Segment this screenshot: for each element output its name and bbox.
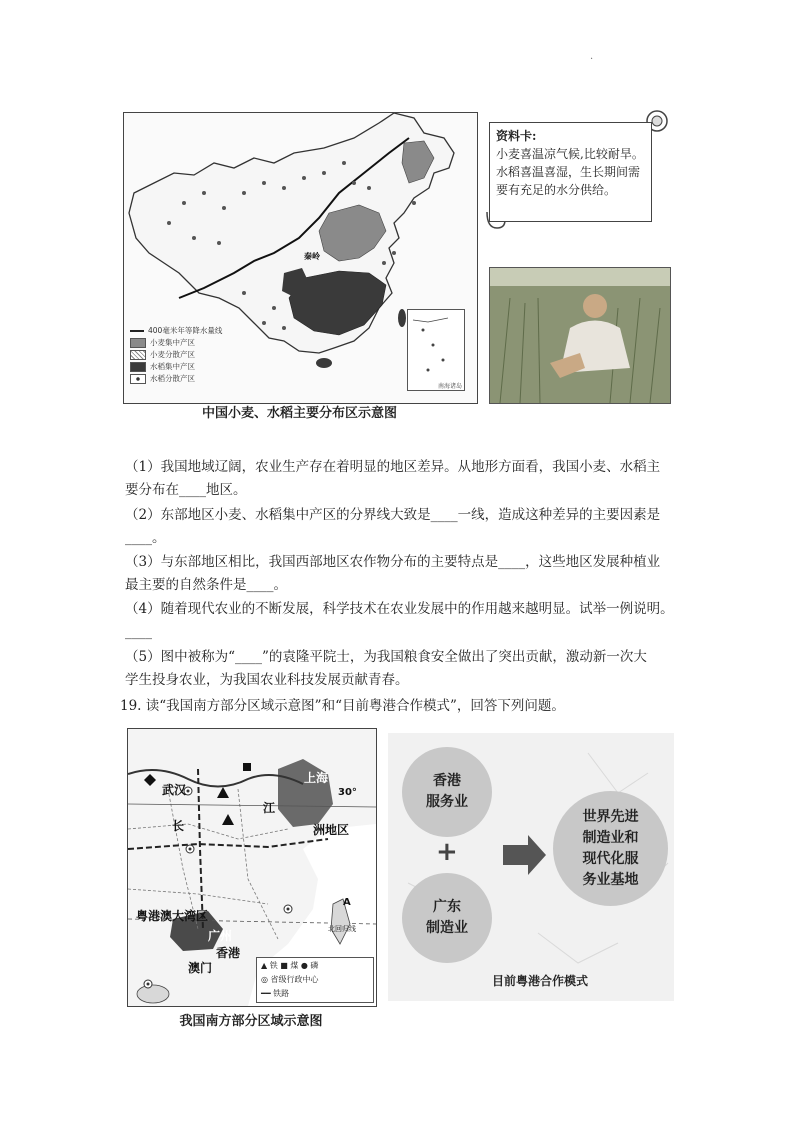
info-card (489, 108, 669, 232)
gd-hk-cooperation-diagram (388, 733, 674, 1001)
inset-label: 南海诸岛 (437, 383, 462, 390)
farmer-in-field-image (490, 268, 670, 403)
question-3-line-1: （3）与东部地区相比，我国西部地区农作物分布的主要特点是____，这些地区发展种植业 (125, 554, 661, 570)
legend-label: 小麦分散产区 (150, 350, 195, 359)
region-map-legend (256, 957, 374, 1003)
question-4-line-2: ____ (125, 624, 152, 640)
plus-sign: + (436, 837, 458, 867)
guangdong-manufacturing-bubble (402, 873, 492, 963)
south-china-region-map (127, 728, 377, 1007)
jiang-char-label: 江 (263, 801, 276, 815)
question-19: 19. 读“我国南方部分区域示意图”和“目前粤港合作模式”，回答下列问题。 (120, 698, 565, 714)
guangzhou-label: 广州 (208, 929, 233, 943)
map-legend (130, 325, 250, 385)
legend-swatch (130, 374, 146, 384)
delta-label: 洲地区 (313, 823, 350, 837)
legend-swatch (130, 350, 146, 360)
hongkong-service-bubble (402, 747, 492, 837)
legend-railway: ━━ 铁路 (261, 989, 290, 998)
hainan-island (316, 358, 332, 368)
legend-label: 水稻分散产区 (150, 374, 195, 383)
shanghai-label: 上海 (304, 771, 329, 785)
legend-wheat-scattered (130, 349, 250, 361)
question-5-line-1: （5）图中被称为“____”的袁隆平院士，为我国粮食安全做出了突出贡献，激动新一次大 (125, 649, 647, 665)
world-base-bubble (553, 791, 668, 906)
figure1-caption: 中国小麦、水稻主要分布区示意图 (201, 406, 397, 421)
legend-wheat-concentrated (130, 337, 250, 349)
inset-islands-icon (408, 310, 464, 390)
taiwan-island (398, 309, 406, 327)
question-3-line-2: 最主要的自然条件是____。 (125, 577, 287, 593)
gd-line-1: 广东 (433, 899, 461, 915)
legend-label: 水稻集中产区 (150, 362, 195, 371)
corner-mark: · (590, 54, 594, 65)
base-line-3: 现代化服 (582, 850, 639, 867)
legend-line-swatch (130, 330, 144, 332)
legend-label: 400毫米年等降水量线 (148, 326, 223, 335)
figure2-caption: 我国南方部分区域示意图 (179, 1014, 323, 1029)
hk-line-1: 香港 (433, 773, 461, 789)
question-1-line-2: 要分布在____地区。 (125, 482, 247, 498)
legend-rice-scattered (130, 373, 250, 385)
china-crop-map (123, 112, 478, 404)
info-card-body (489, 122, 652, 222)
question-5-line-2: 学生投身农业，为我国农业科技发展贡献青春。 (125, 672, 409, 688)
info-card-line: 小麦喜温凉气候,比较耐旱。 (496, 147, 644, 161)
legend-rice-concentrated (130, 361, 250, 373)
info-card-title: 资料卡: (496, 129, 537, 143)
hongkong-label: 香港 (216, 946, 241, 960)
macau-label: 澳门 (188, 961, 213, 975)
question-1-line-1: （1）我国地域辽阔，农业生产存在着明显的地区差异。从地形方面看，我国小麦、水稻主 (125, 459, 661, 475)
base-line-2: 制造业和 (582, 829, 639, 846)
base-line-1: 世界先进 (582, 808, 639, 825)
figure3-caption: 目前粤港合作模式 (491, 974, 588, 988)
point-a-label: A (343, 897, 351, 908)
legend-label: 小麦集中产区 (150, 338, 195, 347)
coal-symbol (243, 763, 251, 771)
latitude-30-label: 30° (338, 787, 357, 798)
base-line-4: 务业基地 (582, 871, 639, 888)
hainan-island (137, 985, 169, 1003)
legend-isohyet (130, 325, 250, 337)
legend-swatch (130, 362, 146, 372)
question-4-line-1: （4）随着现代农业的不断发展，科学技术在农业发展中的作用越来越明显。试举一例说明。 (125, 601, 674, 617)
legend-capital: ◎ 省级行政中心 (261, 975, 319, 984)
question-2-line-1: （2）东部地区小麦、水稻集中产区的分界线大致是____一线，造成这种差异的主要因素是 (125, 507, 661, 523)
rice-field-photo (489, 267, 671, 404)
legend-swatch (130, 338, 146, 348)
wuhan-label: 武汉 (162, 783, 187, 797)
info-card-line: 要有充足的水分供给。 (496, 183, 617, 197)
yangtze-char-label: 长 (172, 819, 185, 833)
legend-minerals: ▲ 铁 ■ 煤 ● 磷 (261, 961, 319, 970)
info-card-line: 水稻喜温喜湿，生长期间需 (496, 165, 641, 179)
qinling-label: 秦岭 (304, 252, 320, 261)
greater-bay-area-label: 粤港澳大湾区 (136, 909, 209, 923)
hk-line-2: 服务业 (426, 794, 468, 810)
question-2-line-2: ____。 (125, 530, 166, 546)
gd-line-2: 制造业 (426, 920, 468, 936)
tropic-label: 北回归线 (328, 925, 356, 933)
south-china-sea-inset (407, 309, 465, 391)
